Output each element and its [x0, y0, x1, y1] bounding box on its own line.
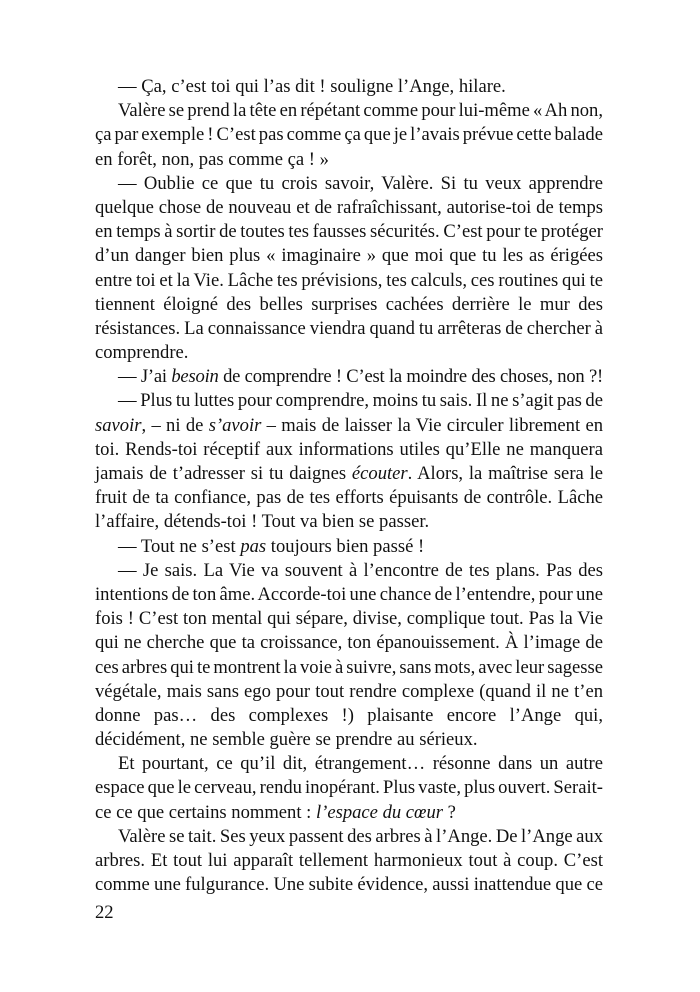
- text-run: – mais de laisser la Vie circuler librement en: [261, 414, 603, 436]
- text-run: tiennent éloigné des belles surprises cachées derrière le mur des: [95, 293, 603, 315]
- text-run: végétale, mais sans ego pour tout rendre complexe (quand il ne t’en: [95, 680, 603, 702]
- text-run: comprendre.: [95, 342, 189, 364]
- text-line: [95, 510, 603, 534]
- text-line: [95, 752, 603, 776]
- text-line: [95, 801, 603, 825]
- text-line: [95, 389, 603, 413]
- paragraph: [95, 389, 603, 534]
- text-line: [95, 341, 603, 365]
- italic-text: l’espace du cœur: [315, 801, 443, 823]
- text-run: espace que le cerveau, rendu inopérant. Plus vaste, plus ouvert. Serait-: [95, 777, 603, 799]
- text-run: — J’ai: [118, 366, 172, 388]
- text-run: Valère se prend la tête en répétant comme pour lui-même « Ah non,: [118, 100, 603, 122]
- text-run: ça par exemple ! C’est pas comme ça que je l’avais prévue cette balade: [95, 124, 603, 146]
- text-run: — Ça, c’est toi qui l’as dit ! souligne l’Ange, hilare.: [118, 76, 506, 97]
- text-run: ces arbres qui te montrent la voie à suivre, sans mots, avec leur sagesse: [95, 656, 603, 678]
- text-line: [95, 196, 603, 220]
- text-line: [95, 486, 603, 510]
- text-run: en temps à sortir de toutes tes fausses sécurités. C’est pour te protéger: [95, 221, 603, 243]
- text-line: [95, 462, 603, 486]
- text-line: [95, 293, 603, 317]
- paragraph: [95, 559, 603, 753]
- text-run: — Plus tu luttes pour comprendre, moins tu sais. Il ne s’agit pas de: [118, 390, 603, 412]
- page-body: [95, 75, 603, 897]
- italic-text: savoir: [95, 414, 142, 436]
- text-run: . Alors, la maîtrise sera le: [407, 463, 603, 484]
- text-line: [95, 148, 603, 172]
- text-run: — Oublie ce que tu crois savoir, Valère. Si tu veux apprendre: [118, 172, 603, 194]
- text-line: [95, 704, 603, 728]
- text-run: donne pas… des complexes !) plaisante encore l’Ange qui,: [95, 704, 603, 726]
- text-run: fois ! C’est ton mental qui sépare, divise, complique tout. Pas la Vie: [95, 608, 603, 630]
- text-line: [95, 365, 603, 389]
- text-line: [95, 776, 603, 800]
- text-run: ?: [443, 801, 456, 823]
- text-run: Et pourtant, ce qu’il dit, étrangement… résonne dans un autre: [118, 753, 603, 775]
- italic-text: pas: [240, 535, 267, 557]
- text-run: résistances. La connaissance viendra quand tu arrêteras de chercher à: [95, 317, 603, 339]
- paragraph: [95, 365, 603, 389]
- text-line: [95, 631, 603, 655]
- text-run: ce ce que certains nomment :: [95, 801, 316, 823]
- text-line: [95, 535, 603, 559]
- text-line: [95, 244, 603, 268]
- text-line: [95, 75, 603, 99]
- italic-text: besoin: [171, 366, 219, 388]
- text-run: toi. Rends-toi réceptif aux informations utiles qu’Elle ne manquera: [95, 438, 603, 460]
- text-line: [95, 583, 603, 607]
- text-line: [95, 728, 603, 752]
- text-line: [95, 680, 603, 704]
- text-line: [95, 825, 603, 849]
- text-run: — Tout ne s’est: [118, 535, 241, 557]
- text-line: [95, 607, 603, 631]
- text-line: [95, 269, 603, 293]
- paragraph: [95, 825, 603, 898]
- text-line: [95, 172, 603, 196]
- text-line: [95, 220, 603, 244]
- text-run: d’un danger bien plus « imaginaire » que moi que tu les as érigées: [95, 245, 603, 267]
- text-run: quelque chose de nouveau et de rafraîchissant, autorise-toi de temps: [95, 196, 603, 218]
- text-run: fruit de ta confiance, pas de tes efforts épuisants de contrôle. Lâche: [95, 487, 603, 509]
- text-run: en forêt, non, pas comme ça ! »: [95, 148, 329, 170]
- text-line: [95, 123, 603, 147]
- paragraph: [95, 75, 603, 99]
- text-line: [95, 873, 603, 897]
- page-number: 22: [95, 902, 114, 923]
- text-run: arbres. Et tout lui apparaît tellement harmonieux tout à coup. C’est: [95, 850, 603, 871]
- text-line: [95, 656, 603, 680]
- paragraph: [95, 172, 603, 366]
- text-line: [95, 99, 603, 123]
- text-run: Valère se tait. Ses yeux passent des arbres à l’Ange. De l’Ange aux: [118, 825, 603, 847]
- text-run: toujours bien passé !: [266, 535, 425, 557]
- text-line: [95, 438, 603, 462]
- text-run: — Je sais. La Vie va souvent à l’encontre de tes plans. Pas des: [118, 559, 603, 581]
- text-run: décidément, ne semble guère se prendre au sérieux.: [95, 729, 478, 751]
- text-line: [95, 317, 603, 341]
- paragraph: [95, 535, 603, 559]
- italic-text: s’avoir: [208, 414, 262, 436]
- text-line: [95, 414, 603, 438]
- italic-text: écouter: [351, 463, 408, 484]
- text-run: intentions de ton âme. Accorde-toi une chance de l’entendre, pour une: [95, 583, 603, 605]
- paragraph: [95, 99, 603, 172]
- text-run: jamais de t’adresser si tu daignes: [95, 463, 352, 484]
- text-run: l’affaire, détends-toi ! Tout va bien se passer.: [95, 511, 430, 533]
- text-run: comme une fulgurance. Une subite évidence, aussi inattendue que ce: [95, 874, 603, 896]
- text-run: entre toi et la Vie. Lâche tes prévisions, tes calculs, ces routines qui te: [95, 269, 603, 291]
- paragraph: [95, 752, 603, 825]
- text-line: [95, 559, 603, 583]
- text-run: , – ni de: [141, 414, 209, 436]
- text-run: de comprendre ! C’est la moindre des choses, non ?!: [218, 366, 603, 388]
- text-run: qui ne cherche que ta croissance, ton épanouissement. À l’image de: [95, 632, 603, 654]
- text-line: [95, 849, 603, 873]
